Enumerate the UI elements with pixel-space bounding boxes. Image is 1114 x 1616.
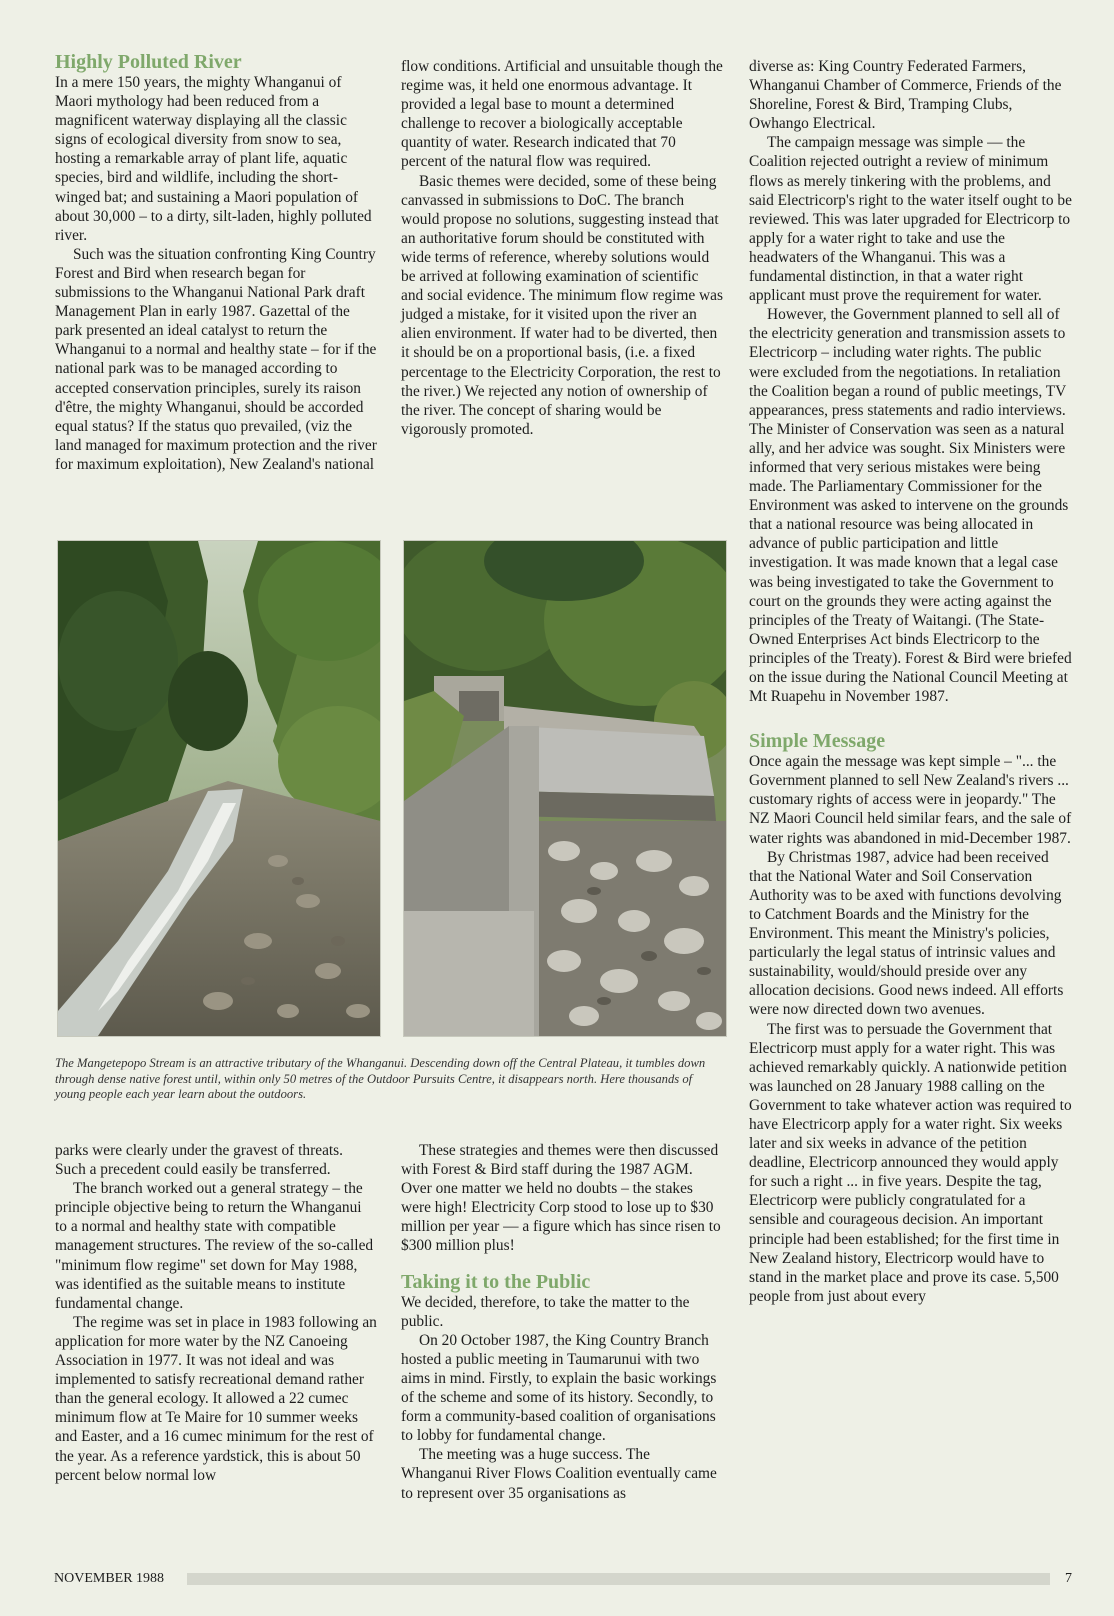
paragraph: The meeting was a huge success. The Whanganui River Flows Coalition eventually came to represent over 35 organisations as <box>401 1446 717 1502</box>
photo-caption: The Mangetepopo Stream is an attractive tributary of the Whanganui. Descending down off the Central Plateau, it tumbles down through dense native forest until, within only 50 metres of the Outdoor Pursuits Centre, it disappears north. Here thousands of young people each year learn about the outdoors. <box>55 1056 706 1102</box>
footer-rule <box>187 1573 1050 1585</box>
page-footer <box>54 1570 1072 1588</box>
paragraph: flow conditions. Artificial and unsuitable though the regime was, it held one enormous advantage. It provided a legal base to mount a determined challenge to recover a biologically acceptable quantity of water. Research indicated that 70 percent of the natural flow was required. <box>401 58 723 171</box>
paragraph: On 20 October 1987, the King Country Branch hosted a public meeting in Taumarunui with two aims in mind. Firstly, to explain the basic workings of the scheme and some of its history. Secondly, to form a community-based coalition of organisations to lobby for fundamental change. <box>401 1331 717 1445</box>
weir-image <box>404 541 726 1036</box>
issue-date: NOVEMBER 1988 <box>54 1571 165 1586</box>
paragraph: The regime was set in place in 1983 following an application for more water by the NZ Canoeing Association in 1977. It was not ideal and was implemented to satisfy recreational demand rather than the general ecology. It allowed a 22 cumec minimum flow at Te Maire for 10 summer weeks and Easter, and a 16 cumec minimum for the rest of the year. As a reference yardstick, this is about 50 percent below normal low <box>55 1313 377 1484</box>
paragraph: We decided, therefore, to take the matter to the public. <box>401 1293 690 1330</box>
column-2-top <box>401 57 723 439</box>
column-2-bottom <box>401 1141 723 1503</box>
stream-image <box>58 541 380 1036</box>
heading-simple-message: Simple Message <box>749 730 886 753</box>
column-1-top <box>55 51 377 474</box>
photo-weir-intake <box>403 540 727 1037</box>
column-1-bottom <box>55 1141 377 1485</box>
paragraph: By Christmas 1987, advice had been received that the National Water and Soil Conservation Authority was to be axed with functions devolving to Catchment Boards and the Ministry for the Environment. This meant the Ministry's policies, particularly the legal status of intrinsic values and sustainability, would/should preside over any allocation decisions. Good news indeed. All efforts were now directed down two avenues. <box>749 848 1064 1019</box>
paragraph: The first was to persuade the Government that Electricorp must apply for a water right. This was achieved remarkably quickly. A nationwide petition was launched on 28 January 1988 calling on the Government to take whatever action was required to have Electricorp apply for a water right. Six weeks later and six weeks in advance of the petition deadline, Electricorp announced they would apply for such a right ... in five years. Despite the tag, Electricorp were publicly congratulated for a sensible and courageous decision. An important principle had been established; for the first time in New Zealand history, Electricorp would have to stand in the market place and prove its case. 5,500 people from just about every <box>749 1020 1072 1305</box>
photo-mangetepopo-stream <box>57 540 381 1037</box>
paragraph: Such was the situation confronting King Country Forest and Bird when research began for submissions to the Whanganui National Park draft Management Plan in early 1987. Gazettal of the park presented an ideal catalyst to return the Whanganui to a normal and healthy state – for if the national park was to be managed according to accepted conservation principles, surely its raison d'être, the mighty Whanganui, should be accorded equal status? If the status quo prevailed, (viz the land managed for maximum protection and the river for maximum exploitation), New Zealand's national <box>55 245 377 473</box>
paragraph: The campaign message was simple — the Coalition rejected outright a review of minimum flows as merely tinkering with the problems, and said Electricorp's right to the water itself ought to be reviewed. This was later upgraded for Electricorp to apply for a water right to take and use the headwaters of the Whanganui. This was a fundamental distinction, in that a water right applicant must prove the requirement for water. <box>749 134 1072 305</box>
heading-taking-it-to-the-public: Taking it to the Public <box>401 1270 591 1293</box>
paragraph: diverse as: King Country Federated Farmers, Whanganui Chamber of Commerce, Friends of the Shoreline, Forest & Bird, Tramping Clubs, Owhango Electrical. <box>749 58 1062 133</box>
paragraph: parks were clearly under the gravest of threats. Such a precedent could easily be transferred. <box>55 1142 344 1179</box>
paragraph: Once again the message was kept simple – "... the Government planned to sell New Zealand's rivers ... customary rights of access were in jeopardy." The NZ Maori Council held similar fears, and the sale of water rights was abandoned in mid-December 1987. <box>749 753 1072 847</box>
page-number: 7 <box>1065 1571 1072 1586</box>
paragraph: In a mere 150 years, the mighty Whanganui of Maori mythology had been reduced from a magnificent waterway displaying all the classic signs of ecological diversity from snow to sea, hosting a remarkable array of plant life, aquatic species, bird and wildlife, including the short-winged bat; and sustaining a Maori population of about 30,000 – to a dirty, silt-laden, highly polluted river. <box>55 74 372 244</box>
paragraph: Basic themes were decided, some of these being canvassed in submissions to DoC. The branch would propose no solutions, suggesting instead that an authoritative forum should be constituted with wide terms of reference, whereby solutions would be arrived at following examination of scientific and social evidence. The minimum flow regime was judged a mistake, for it visited upon the river an alien environment. If water had to be diverted, then it should be on a proportional basis, (i.e. a fixed percentage to the Electricity Corporation, the rest to the river.) We rejected any notion of ownership of the river. The concept of sharing would be vigorously promoted. <box>401 172 723 438</box>
column-3 <box>749 57 1073 1306</box>
paragraph: These strategies and themes were then discussed with Forest & Bird staff during the 1987 AGM. Over one matter we held no doubts – the stakes were high! Electricity Corp stood to lose up to $30 million per year — a figure which has since risen to $300 million plus! <box>401 1142 721 1255</box>
paragraph: The branch worked out a general strategy – the principle objective being to return the Whanganui to a normal and healthy state with compatible management structures. The review of the so-called "minimum flow regime" set down for May 1988, was identified as the suitable means to institute fundamental change. <box>55 1180 374 1312</box>
paragraph: However, the Government planned to sell all of the electricity generation and transmission assets to Electricorp – including water rights. The public were excluded from the negotiations. In retaliation the Coalition began a round of public meetings, TV appearances, press statements and radio interviews. The Minister of Conservation was seen as a natural ally, and her advice was sought. Six Ministers were informed that very serious mistakes were being made. The Parliamentary Commissioner for the Environment was asked to intervene on the grounds that a national resource was being allocated in advance of public participation and little investigation. It was made known that a legal case was being investigated to take the Government to court on the grounds they were acting against the principles of the Treaty of Waitangi. (The State-Owned Enterprises Act binds Electricorp to the principles of the Treaty). Forest & Bird were briefed on the issue during the National Council Meeting at Mt Ruapehu in November 1987. <box>749 306 1072 706</box>
heading-highly-polluted-river: Highly Polluted River <box>55 51 242 73</box>
